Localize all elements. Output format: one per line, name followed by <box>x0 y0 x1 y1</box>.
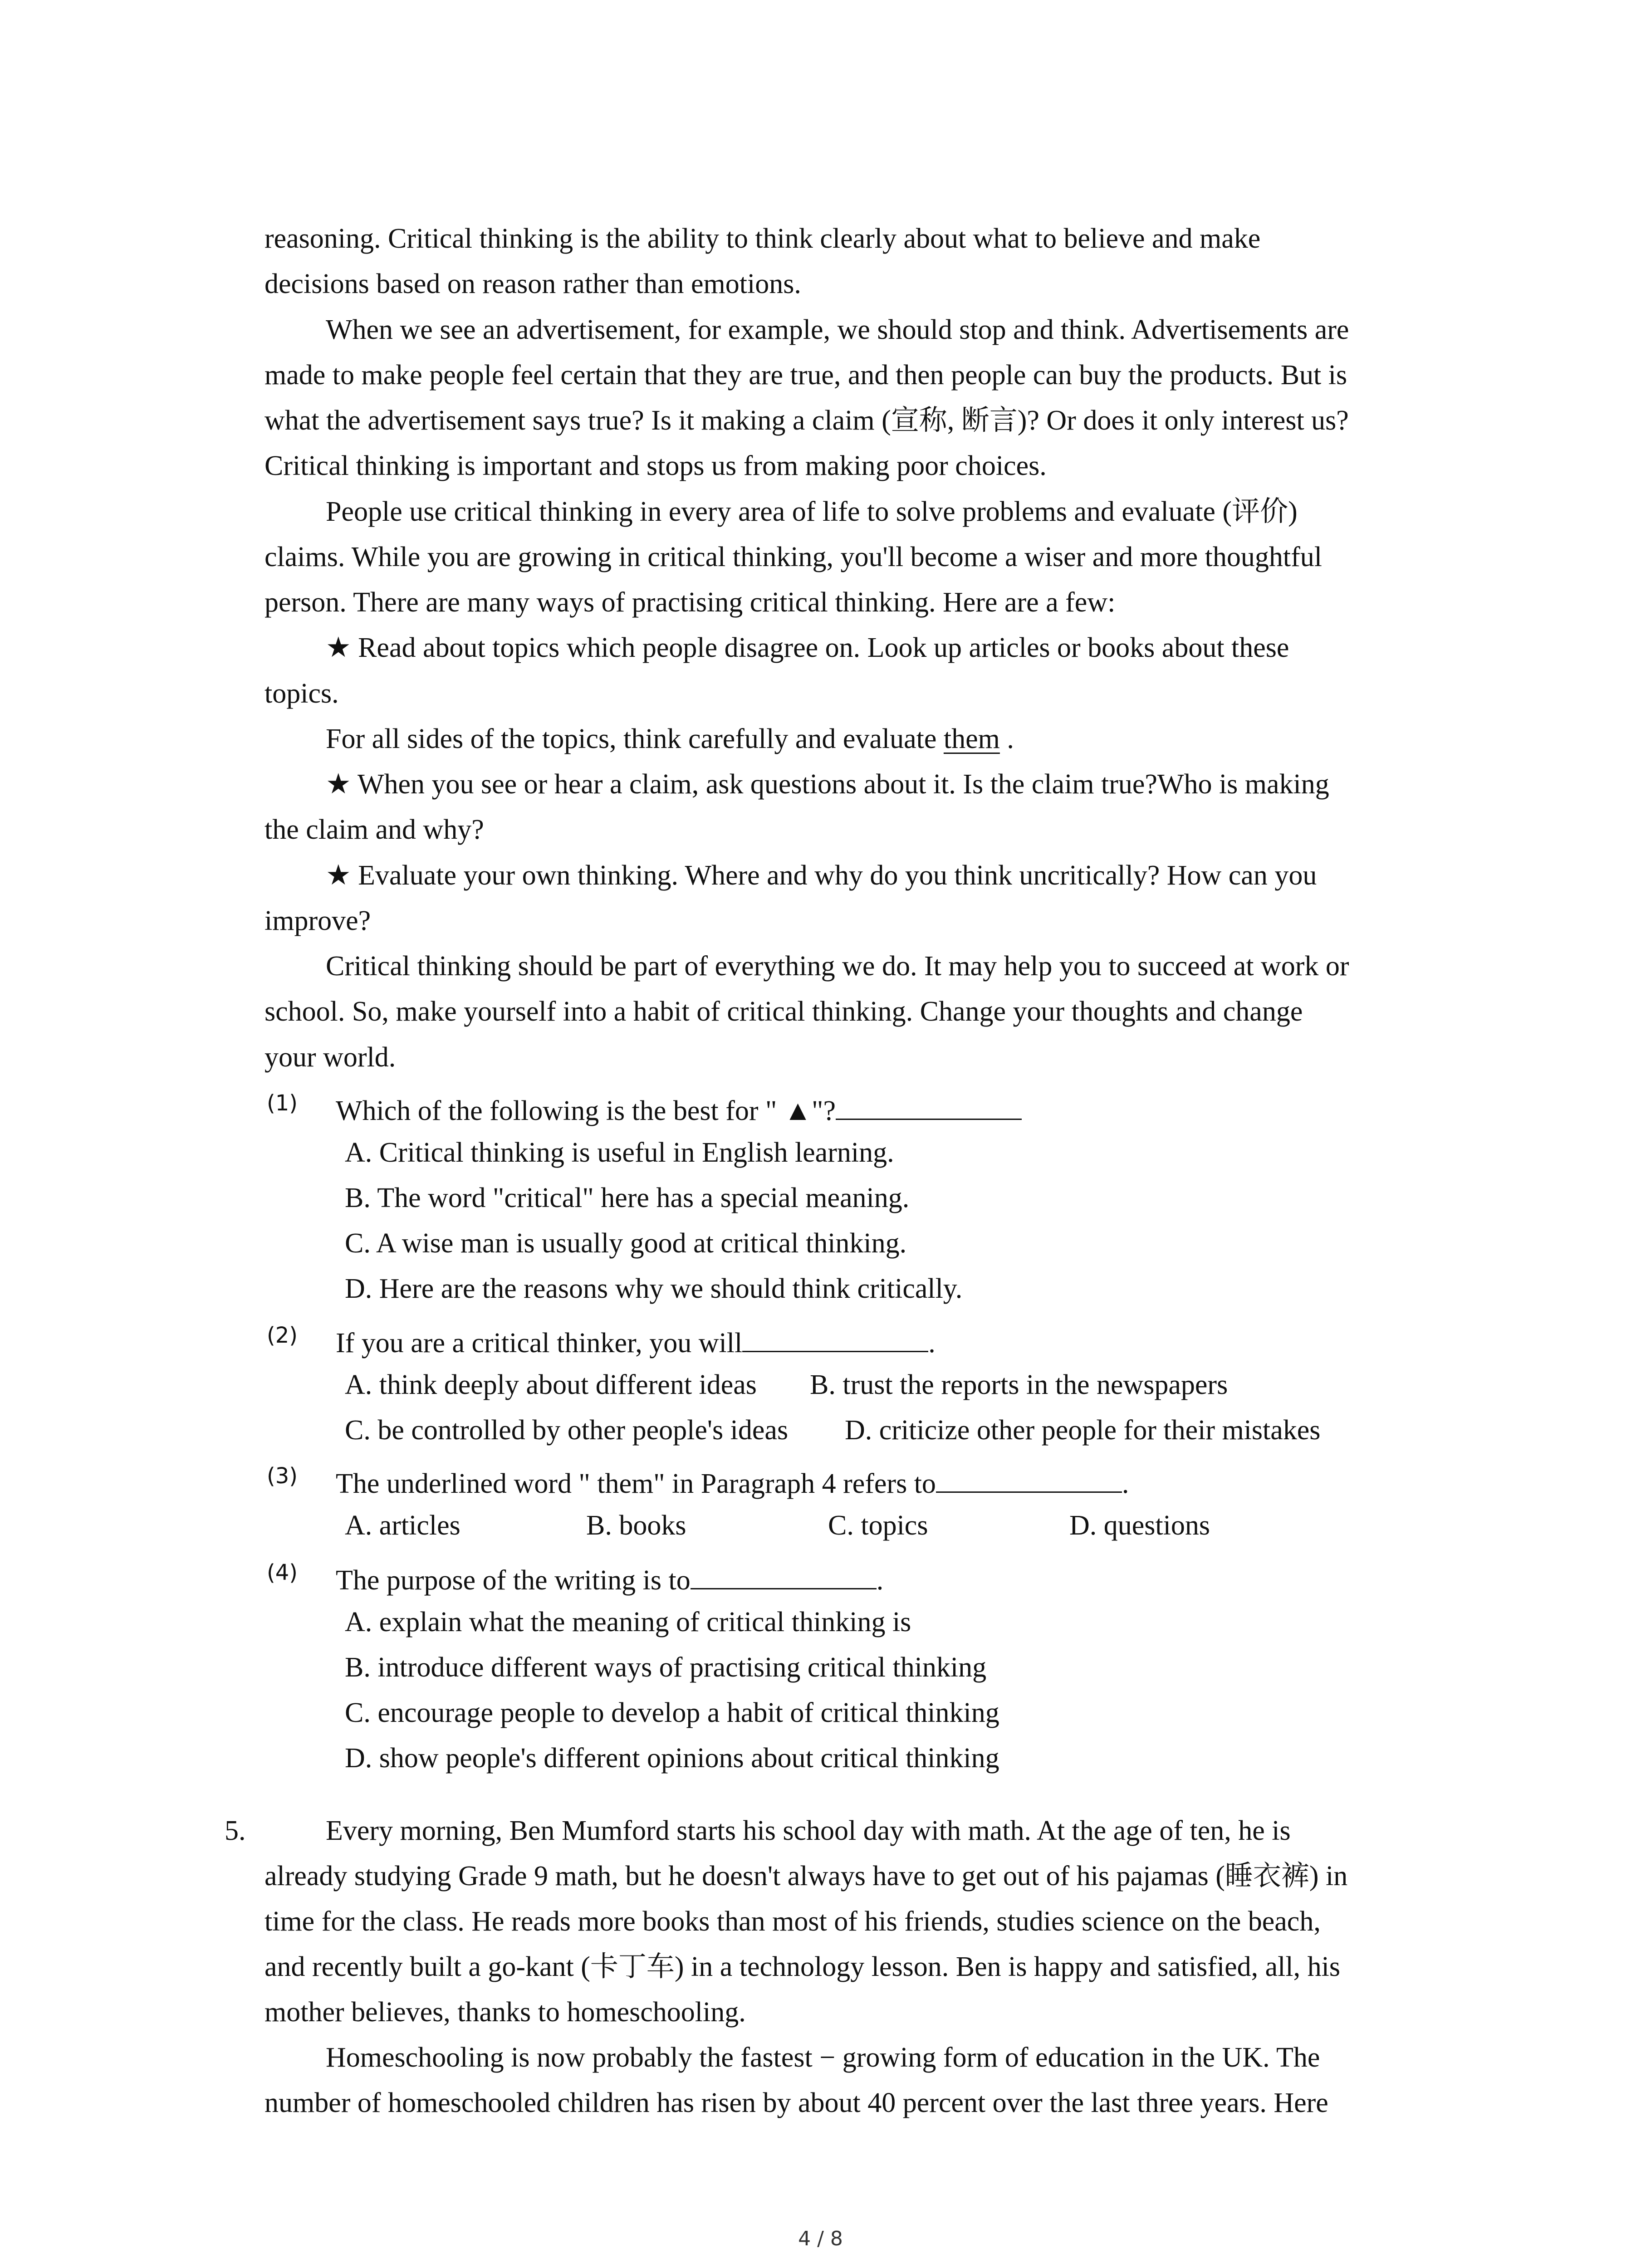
option-b: B. trust the reports in the newspapers <box>810 1369 1228 1400</box>
option-b: B. introduce different ways of practising critical thinking <box>345 1652 987 1683</box>
answer-blank[interactable] <box>936 1466 1122 1493</box>
passage-line: Critical thinking should be part of everything we do. It may help you to succeed at work or <box>326 951 1349 982</box>
passage-text: For all sides of the topics, think carefully and evaluate <box>326 723 944 754</box>
underlined-word: them <box>943 723 1000 754</box>
passage-line: made to make people feel certain that they are true, and then people can buy the products. But is <box>265 360 1347 391</box>
passage-line: what the advertisement says true? Is it making a claim (宣称, 断言)? Or does it only interest us? <box>265 405 1349 436</box>
option-a: A. articles <box>345 1510 460 1541</box>
passage-line: person. There are many ways of practising critical thinking. Here are a few: <box>265 587 1116 618</box>
question-text <box>336 1563 883 1594</box>
question-number: (3) <box>267 1463 298 1489</box>
passage-line: number of homeschooled children has risen by about 40 percent over the last three years. Here <box>265 2087 1328 2118</box>
passage-line: Critical thinking is important and stops us from making poor choices. <box>265 450 1047 481</box>
passage-line: topics. <box>265 678 339 709</box>
option-b: B. The word "critical" here has a special meaning. <box>345 1183 910 1213</box>
option-c: C. topics <box>828 1510 928 1541</box>
question-end: . <box>1122 1468 1129 1499</box>
passage-line: Every morning, Ben Mumford starts his school day with math. At the age of ten, he is <box>326 1815 1291 1846</box>
passage-line: Homeschooling is now probably the fastest − growing form of education in the UK. The <box>326 2042 1320 2073</box>
question-stem: The underlined word " them" in Paragraph 4 refers to <box>336 1468 936 1499</box>
passage-line: reasoning. Critical thinking is the ability to think clearly about what to believe and make <box>265 223 1261 254</box>
question-number: (4) <box>267 1560 298 1585</box>
passage-line <box>326 725 1014 753</box>
passage-line: the claim and why? <box>265 814 484 845</box>
option-d: D. criticize other people for their mistakes <box>845 1415 1321 1446</box>
question-stem: If you are a critical thinker, you will <box>336 1328 743 1359</box>
passage-line: claims. While you are growing in critical thinking, you'll become a wiser and more thoughtful <box>265 542 1322 572</box>
passage-number: 5. <box>225 1815 246 1846</box>
passage-line: and recently built a go-kant (卡丁车) in a technology lesson. Ben is happy and satisfied, all, his <box>265 1951 1340 1982</box>
passage-line: ★ Evaluate your own thinking. Where and why do you think uncritically? How can you <box>326 860 1317 891</box>
passage-line: time for the class. He reads more books than most of his friends, studies science on the beach, <box>265 1906 1321 1937</box>
option-d: D. show people's different opinions about critical thinking <box>345 1743 999 1774</box>
question-number: (1) <box>267 1090 298 1116</box>
passage-line: already studying Grade 9 math, but he doesn't always have to get out of his pajamas (睡衣裤) in <box>265 1861 1348 1892</box>
question-number: (2) <box>267 1323 298 1348</box>
answer-blank[interactable] <box>691 1563 877 1589</box>
passage-line: your world. <box>265 1042 396 1073</box>
question-text <box>336 1466 1129 1498</box>
question-text <box>336 1325 936 1357</box>
option-d: D. questions <box>1069 1510 1210 1541</box>
passage-line: People use critical thinking in every area of life to solve problems and evaluate (评价) <box>326 496 1298 527</box>
option-a: A. explain what the meaning of critical thinking is <box>345 1607 911 1637</box>
passage-line: decisions based on reason rather than emotions. <box>265 269 801 299</box>
option-b: B. books <box>586 1510 686 1541</box>
passage-line: ★ When you see or hear a claim, ask questions about it. Is the claim true?Who is making <box>326 769 1329 800</box>
option-c: C. encourage people to develop a habit of critical thinking <box>345 1697 999 1728</box>
option-d: D. Here are the reasons why we should think critically. <box>345 1273 963 1304</box>
question-stem: The purpose of the writing is to <box>336 1565 691 1596</box>
option-c: C. A wise man is usually good at critical thinking. <box>345 1228 907 1259</box>
question-stem: Which of the following is the best for " ▲"? <box>336 1095 836 1126</box>
question-end: . <box>928 1328 936 1359</box>
passage-text: . <box>999 723 1014 754</box>
passage-line: When we see an advertisement, for example, we should stop and think. Advertisements are <box>326 314 1349 345</box>
passage-line: mother believes, thanks to homeschooling. <box>265 1997 746 2028</box>
option-a: A. think deeply about different ideas <box>345 1369 757 1400</box>
passage-line: school. So, make yourself into a habit of critical thinking. Change your thoughts and change <box>265 996 1303 1027</box>
option-c: C. be controlled by other people's ideas <box>345 1415 789 1446</box>
question-text <box>336 1093 1022 1125</box>
question-end: . <box>876 1565 884 1596</box>
option-a: A. Critical thinking is useful in English learning. <box>345 1137 894 1168</box>
answer-blank[interactable] <box>836 1093 1022 1120</box>
passage-line: improve? <box>265 905 371 936</box>
answer-blank[interactable] <box>742 1325 928 1352</box>
passage-line: ★ Read about topics which people disagree on. Look up articles or books about these <box>326 632 1289 663</box>
page-number: 4 / 8 <box>798 2227 843 2250</box>
